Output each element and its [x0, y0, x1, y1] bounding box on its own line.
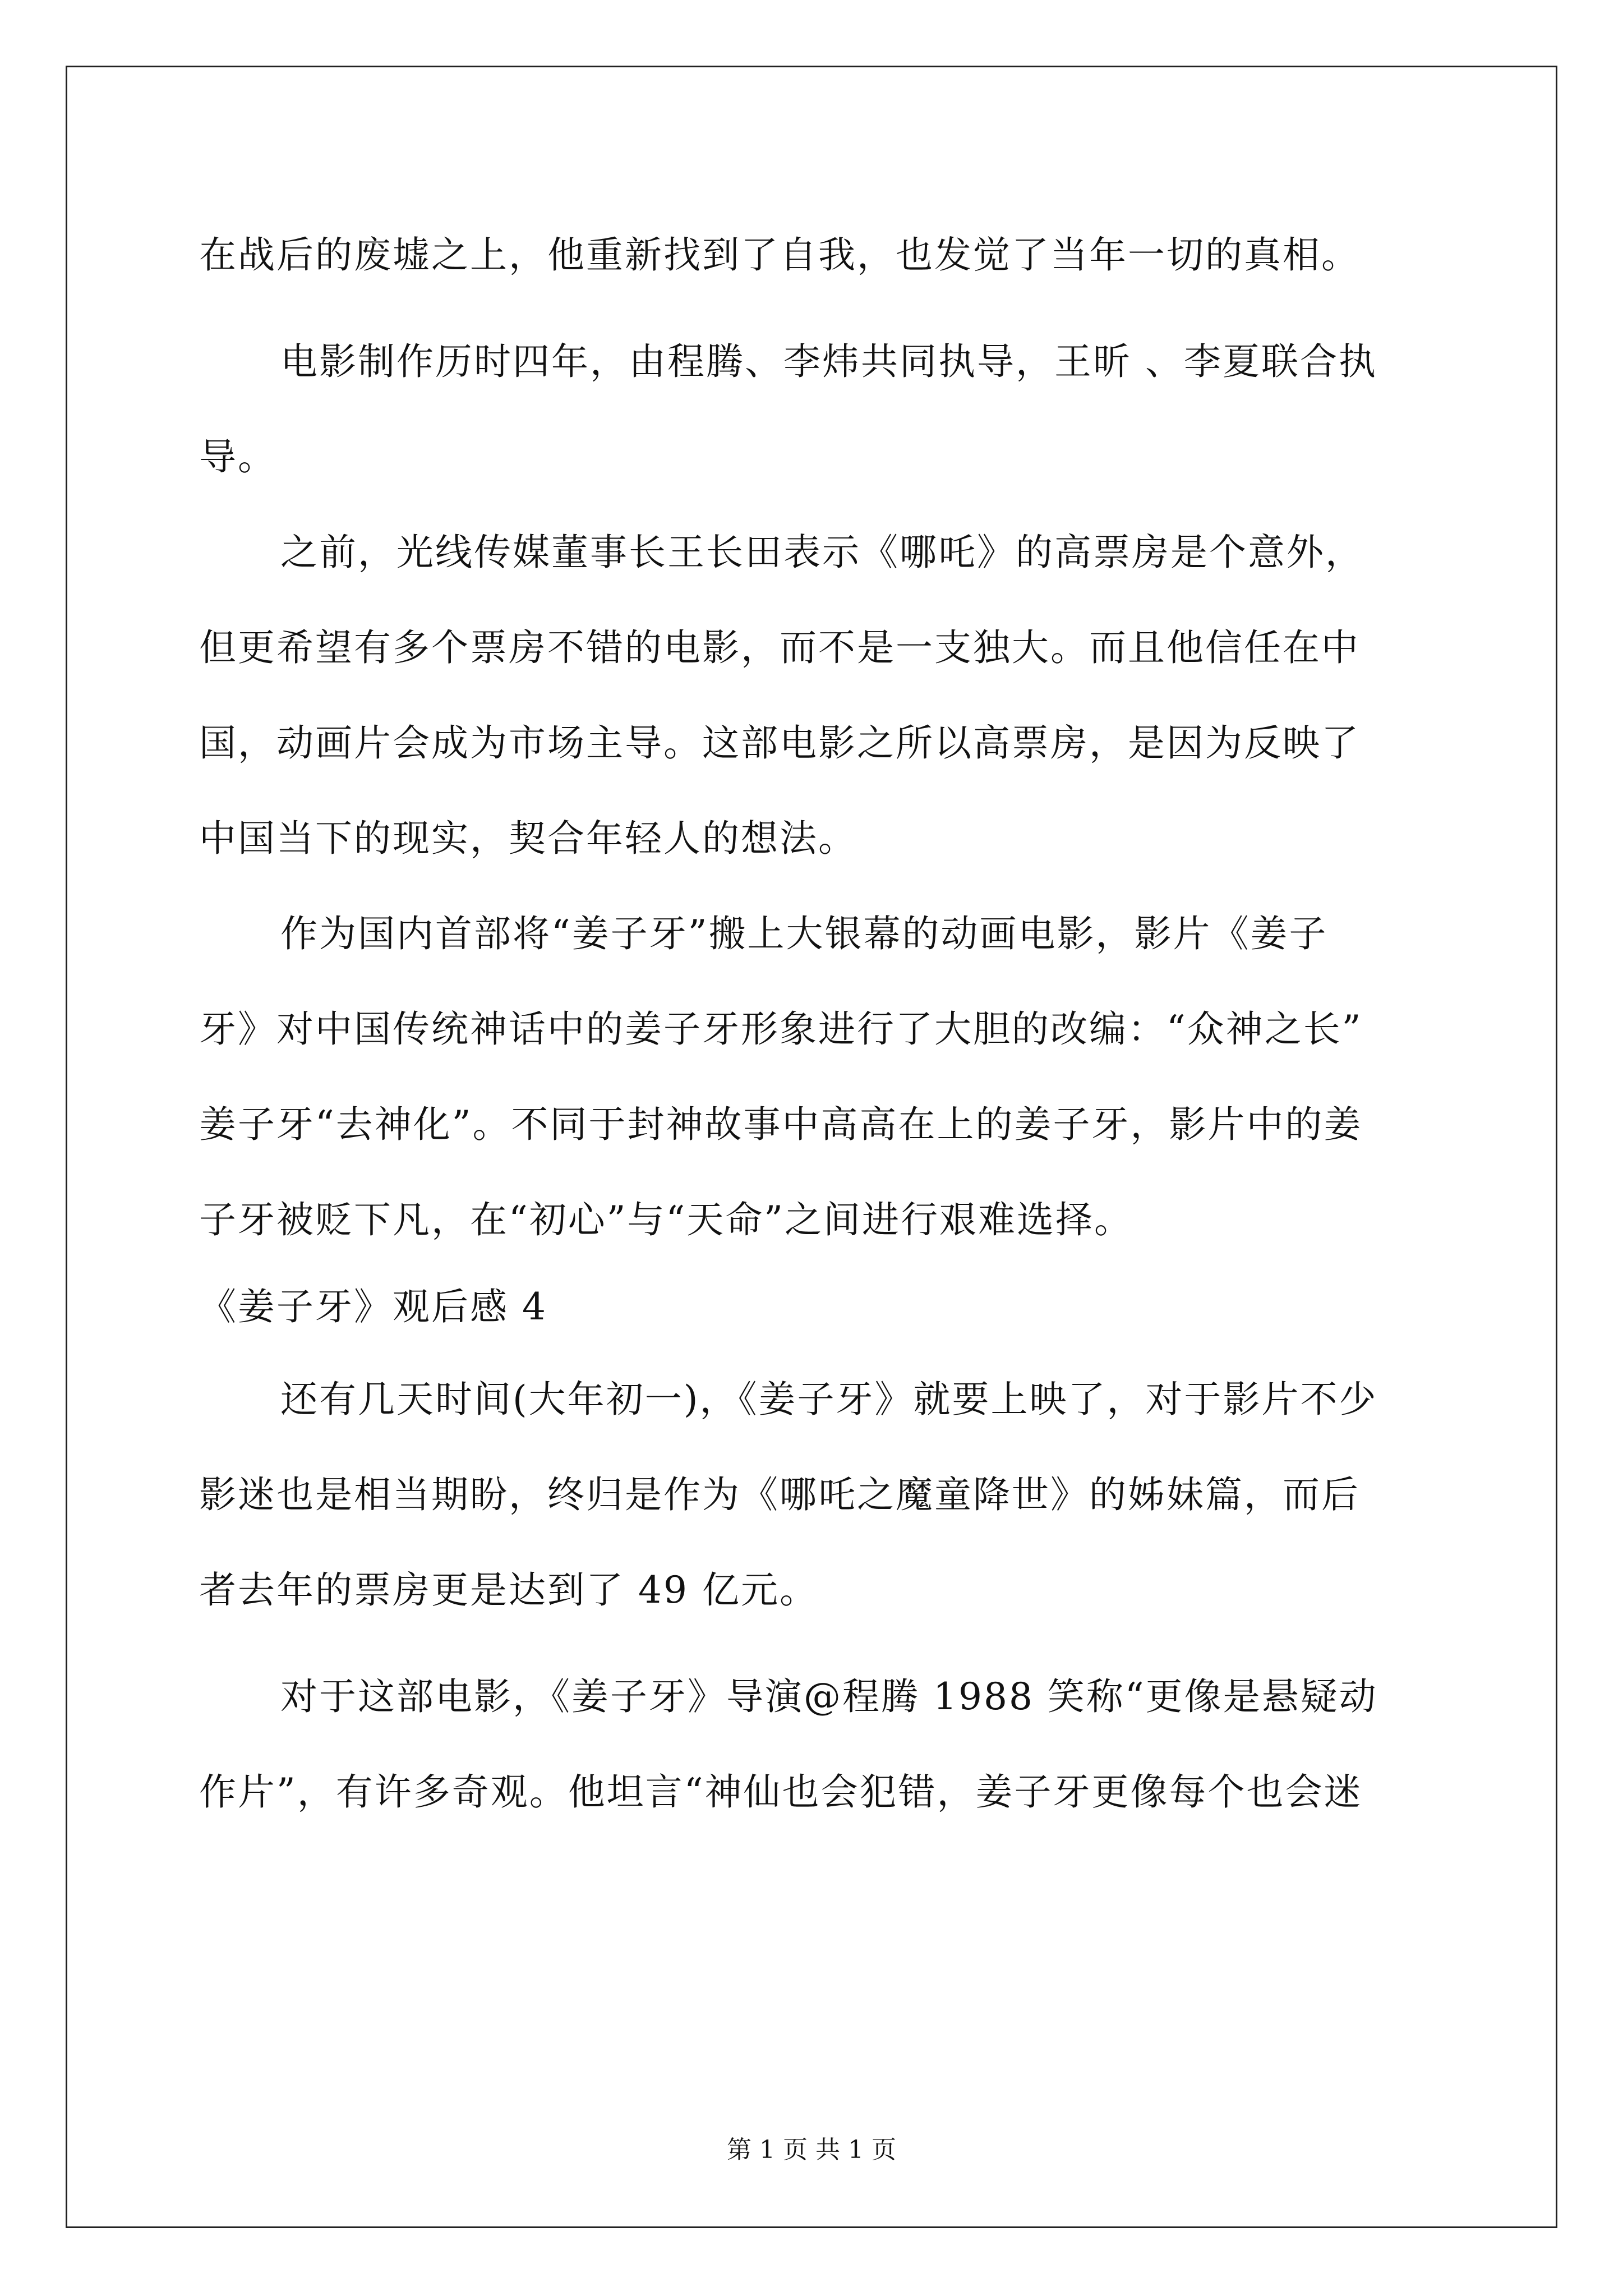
text-line: 但更希望有多个票房不错的电影，而不是一支独大。而且他信任在中	[199, 626, 1360, 669]
paragraph-first-line: 之前，光线传媒董事长王长田表示《哪吒》的高票房是个意外，	[280, 531, 1364, 574]
text-line: 者去年的票房更是达到了 49 亿元。	[199, 1568, 818, 1612]
section-heading: 《姜子牙》观后感 4	[199, 1285, 547, 1328]
paragraph-first-line: 电影制作历时四年，由程腾、李炜共同执导，王昕 、李夏联合执	[280, 340, 1377, 383]
text-line: 子牙被贬下凡，在“初心”与“天命”之间进行艰难选择。	[199, 1198, 1133, 1241]
text-line: 导。	[199, 435, 276, 478]
page-footer: 第 1 页 共 1 页	[727, 2136, 896, 2164]
paragraph-first-line: 对于这部电影，《姜子牙》导演@程腾 1988 笑称“更像是悬疑动	[280, 1675, 1378, 1718]
text-line: 在战后的废墟之上，他重新找到了自我，也发觉了当年一切的真相。	[199, 233, 1360, 277]
text-line: 影迷也是相当期盼，终归是作为《哪吒之魔童降世》的姊妹篇，而后	[199, 1473, 1360, 1516]
paragraph-first-line: 还有几天时间(大年初一)，《姜子牙》就要上映了，对于影片不少	[280, 1378, 1378, 1421]
text-line: 中国当下的现实，契合年轻人的想法。	[199, 817, 857, 860]
text-line: 牙》对中国传统神话中的姜子牙形象进行了大胆的改编：“众神之长”	[199, 1007, 1363, 1051]
text-line: 国，动画片会成为市场主导。这部电影之所以高票房，是因为反映了	[199, 721, 1360, 765]
paragraph-first-line: 作为国内首部将“姜子牙”搬上大银幕的动画电影，影片《姜子	[280, 912, 1328, 955]
text-line: 姜子牙“去神化”。不同于封神故事中高高在上的姜子牙，影片中的姜	[199, 1103, 1363, 1146]
text-line: 作片”，有许多奇观。他坦言“神仙也会犯错，姜子牙更像每个也会迷	[199, 1770, 1363, 1814]
